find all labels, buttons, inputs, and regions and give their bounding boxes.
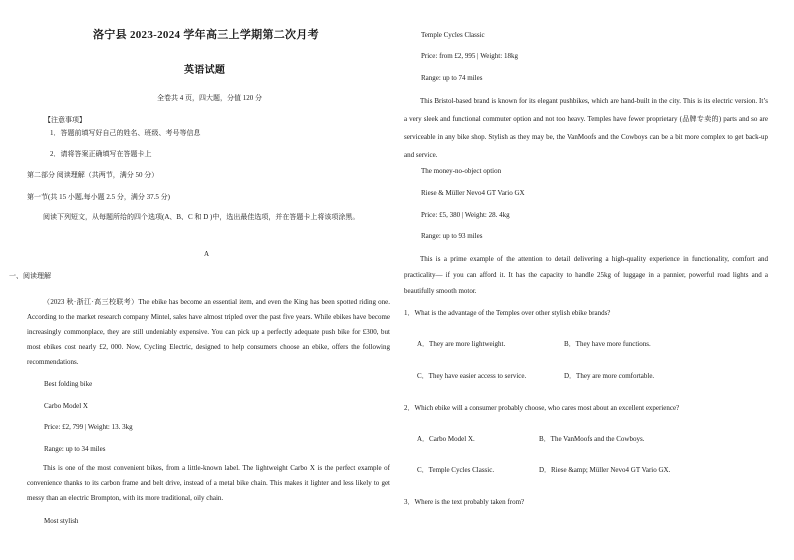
bike-category: The money-no-object option [421,167,502,175]
instructions: 阅读下列短文，从每题所给的四个选项(A、B、C 和 D )中，选出最佳选项，并在答题卡上将该项涂黑。 [43,213,360,221]
answer-option: A．Carbo Model X. [417,435,475,443]
bike-category: Most stylish [44,517,79,525]
bike-name: Riese & Müller Nevo4 GT Vario GX [421,189,525,197]
notice-item: 1．答题前填写好自己的姓名、班级、考号等信息 [50,129,201,137]
subject-title: 英语试题 [184,65,226,76]
notice-heading: 【注意事项】 [44,116,86,124]
passage-label: A [204,250,210,258]
question-stem: 3．Where is the text probably taken from? [404,498,525,506]
bike-range: Range: up to 93 miles [421,232,483,240]
exam-info: 全卷共 4 页，四大题，分值 120 分 [157,94,262,102]
bike-range: Range: up to 34 miles [44,445,106,453]
answer-option: B．The VanMoofs and the Cowboys. [539,435,645,443]
bike-price: Price: £2, 799 | Weight: 13. 3kg [44,423,133,431]
question-stem: 1．What is the advantage of the Temples over other stylish ebike brands? [404,309,611,317]
bike-description: This Bristol-based brand is known for its elegant pushbikes, which are hand-built in the city. This is its electric version. It’s a very sleek and functional commuter option and not too heavy. Temples have fewer proprietary (品牌专卖的) parts and so are serviceable in any bike shop. Stylish as they may be, the VanMoofs and the Cowboys can be a bit more complex to get back-up and service. [404,97,768,159]
bike-name: Carbo Model X [44,402,88,410]
answer-option: D．Riese &amp; Müller Nevo4 GT Vario GX. [539,466,671,474]
bike-category: Best folding bike [44,380,93,388]
bike-description: This is a prime example of the attention to detail delivering a high-quality experience in functionality, comfort and practicality— if you can afford it. It has the capacity to handle 25kg of luggage in a pannier, powerful road lights and a beautifully smooth motor. [404,255,768,295]
section-heading: 第一节(共 15 小题,每小题 2.5 分，满分 37.5 分) [27,193,170,201]
subsection-heading: 一、阅读理解 [9,272,51,280]
exam-title: 洛宁县 2023-2024 学年高三上学期第二次月考 [93,29,319,41]
question-stem: 2．Which ebike will a consumer probably choose, who cares most about an excellent experience? [404,404,680,412]
bike-range: Range: up to 74 miles [421,74,483,82]
answer-option: A．They are more lightweight. [417,340,506,348]
answer-option: D．They are more comfortable. [564,372,655,380]
answer-option: C．Temple Cycles Classic. [417,466,495,474]
bike-price: Price: £5, 380 | Weight: 28. 4kg [421,211,510,219]
bike-price: Price: from £2, 995 | Weight: 18kg [421,52,518,60]
bike-name: Temple Cycles Classic [421,31,485,39]
part-heading: 第二部分 阅读理解（共两节，满分 50 分） [27,171,159,179]
answer-option: B．They have more functions. [564,340,651,348]
answer-option: C．They have easier access to service. [417,372,527,380]
intro-paragraph: （2023 秋·浙江·高三校联考）The ebike has become an essential item, and even the King has been spotted riding one. According to the market research company Mintel, sales have almost tripled over the past five years. While ebikes have become increasingly commonplace, they are still undeniably expensive. You can pick up a perfectly adequate push bike for £300, but most ebikes cost nearly £2, 000. Now, Cycling Electric, designed to help consumers choose an ebike, offers the following recommendations. [27,298,390,366]
bike-description: This is one of the most convenient bikes, from a little-known label. The lightweight Carbo X is the perfect example of convenience thanks to its carbon frame and belt drive, instead of a metal bike chain. This makes it lighter and less likely to get messy than an electric Brompton, with its more traditional, oily chain. [27,464,390,502]
notice-item: 2．请将答案正确填写在答题卡上 [50,150,152,158]
